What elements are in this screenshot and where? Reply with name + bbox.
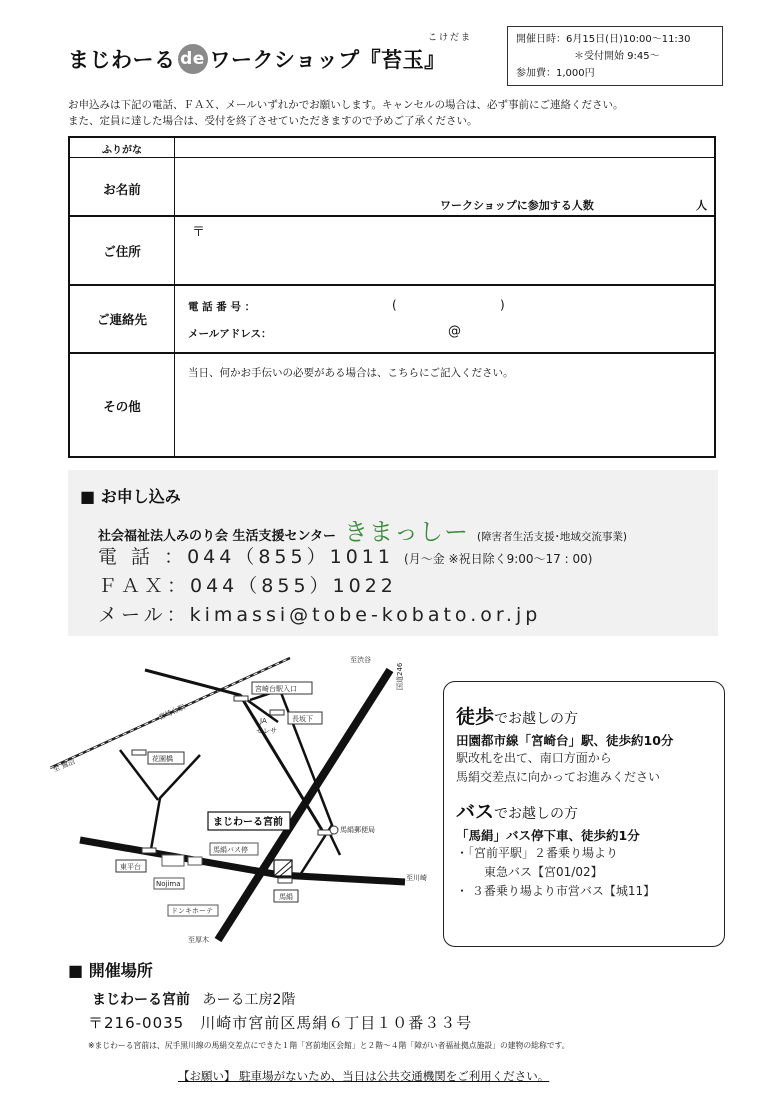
bus-line-1: ・「宮前平駅」２番乗り場より [456, 846, 619, 860]
postal-mark: 〒 [192, 225, 206, 240]
phone-label: 電 話 番 号 ： [188, 301, 256, 313]
phone-paren-close: ) [500, 298, 505, 312]
event-datetime: 開催日時：6月15日(日)10:00～11:30 [516, 34, 691, 45]
map-label: 至 鷺沼 [51, 757, 77, 774]
intro-text [68, 97, 623, 129]
signal-icon [234, 696, 248, 701]
email-field[interactable] [285, 320, 710, 344]
venue-heading: ■ 開催場所 [68, 961, 153, 980]
bus-heading [456, 797, 712, 824]
map-label: 馬絹郵便局 [340, 826, 375, 834]
bus-line-3: ・ ３番乗り場より市営バス【城11】 [456, 884, 656, 898]
map-label: Nojima [156, 880, 181, 888]
application-form [68, 136, 716, 458]
name-label: お名前 [103, 182, 141, 197]
phone-number[interactable]: 電 話 ：044（855）1011 [98, 546, 394, 568]
event-info-box [507, 26, 723, 86]
other-label: その他 [103, 399, 141, 414]
venue-name-line [92, 989, 295, 1009]
page-title [68, 44, 446, 74]
apply-fax[interactable]: ＦＡＸ：044（855）1022 [98, 575, 397, 597]
access-map [50, 650, 450, 950]
map-label: 東平台 [120, 863, 141, 871]
org-name: 社会福祉法人みのり会 生活支援センター [98, 529, 337, 544]
venue-name: まじわーる宮前 [92, 992, 190, 1008]
participants-unit: 人 [696, 199, 707, 212]
title-prefix: まじわーる [68, 48, 176, 72]
apply-heading: ■ お申し込み [80, 487, 181, 506]
title-ruby: こけだま [428, 33, 473, 43]
venue-address: 〒216-0035 川崎市宮前区馬絹６丁目１０番３３号 [88, 1014, 473, 1032]
form-row-line [70, 215, 714, 217]
walk-title: 徒歩 [456, 706, 495, 728]
furigana-label: ふりがな [102, 145, 142, 156]
form-divider [174, 138, 175, 456]
venue-note: ※まじわーる宮前は、尻手黒川線の馬絹交差点にできた１階「宮前地区会館」と２階～４階「障がい者福祉拠点施設」の建物の総称です。 [88, 1041, 570, 1050]
other-field[interactable] [176, 381, 714, 453]
intro-line-2: また、定員に達した場合は、受付を終了させていただきますので予めご了承ください。 [68, 115, 478, 127]
other-note: 当日、何かお手伝いの必要がある場合は、こちらにご記入ください。 [188, 367, 514, 379]
map-label: 宮崎台駅 [157, 703, 187, 722]
title-suffix: ワークショップ『苔玉』 [209, 48, 446, 72]
shop-box [162, 855, 184, 866]
local-road [150, 755, 200, 855]
apply-mail[interactable]: メール：kimassi@tobe-kobato.or.jp [98, 604, 542, 626]
phone-paren-open: ( [392, 298, 397, 312]
walk-suffix: でお越しの方 [494, 711, 579, 727]
form-row-line [70, 352, 714, 354]
directions-box [443, 681, 725, 947]
contact-label: ご連絡先 [96, 312, 147, 327]
map-venue-label: まじわーる宮前 [213, 817, 283, 828]
furigana-field[interactable] [176, 138, 714, 156]
map-label: JA [260, 717, 267, 725]
map-label: ドンキホーテ [171, 907, 213, 915]
map-label: 馬絹 [279, 893, 293, 901]
apply-section [68, 470, 718, 636]
bus-line-2: 東急バス【宮01/02】 [484, 865, 603, 879]
address-field[interactable] [210, 218, 710, 280]
walk-line-2: 馬絹交差点に向かってお進みください [456, 770, 661, 784]
org-note: (障害者生活支援･地域交流事業) [477, 531, 627, 543]
bus-title: バス [456, 801, 495, 823]
map-label: 至渋谷 [350, 656, 371, 664]
de-badge: de [178, 44, 208, 74]
signal-icon [270, 710, 284, 715]
kimassi-logo: きまっしー [344, 518, 470, 546]
map-label: 馬絹バス停 [213, 846, 248, 854]
venue-floor: あーる工房2階 [202, 992, 296, 1008]
map-label: 宮崎台駅入口 [255, 685, 297, 693]
bus-route: 「馬絹」バス停下車、徒歩約1分 [456, 828, 640, 843]
form-row-line [70, 284, 714, 286]
participants-label: ワークショップに参加する人数 [440, 199, 594, 212]
map-label: 至川崎 [406, 874, 427, 882]
participants-field[interactable] [636, 194, 692, 212]
post-office-icon [330, 826, 338, 834]
event-reception: ＊受付開始 9:45～ [574, 51, 660, 62]
phone-field[interactable] [275, 294, 705, 314]
map-label: セレサ [256, 727, 277, 735]
signal-icon [132, 750, 146, 755]
intro-line-1: お申込みは下記の電話、ＦＡＸ、メールいずれかでお願いします。キャンセルの場合は、必ず事前にご連絡ください。 [68, 99, 624, 111]
walk-heading [456, 702, 712, 729]
walk-route: 田園都市線「宮崎台」駅、徒歩約10分 [456, 733, 674, 748]
map-label: 至厚木 [188, 936, 209, 944]
email-at: @ [448, 324, 461, 339]
map-label: 国道246 [396, 662, 404, 690]
walk-line-1: 駅改札を出て、南口方面から [456, 751, 612, 765]
phone-hours: (月～金 ※祝日除く9:00～17 : 00) [404, 552, 593, 566]
event-fee: 参加費：1,000円 [516, 68, 595, 79]
apply-phone [98, 542, 592, 569]
footer-request: 【お願い】 駐車場がないため、当日は公共交通機関をご利用ください。 [178, 1069, 550, 1083]
email-label: メールアドレス： [188, 328, 272, 340]
signal-icon [278, 878, 292, 883]
name-field[interactable] [176, 158, 714, 194]
map-label: 長坂下 [292, 715, 313, 723]
bus-suffix: でお越しの方 [494, 806, 579, 822]
signal-icon [142, 848, 156, 853]
map-label: 花園橋 [152, 755, 173, 763]
address-label: ご住所 [103, 244, 141, 259]
shop-box [188, 857, 202, 865]
route-246 [218, 670, 390, 940]
